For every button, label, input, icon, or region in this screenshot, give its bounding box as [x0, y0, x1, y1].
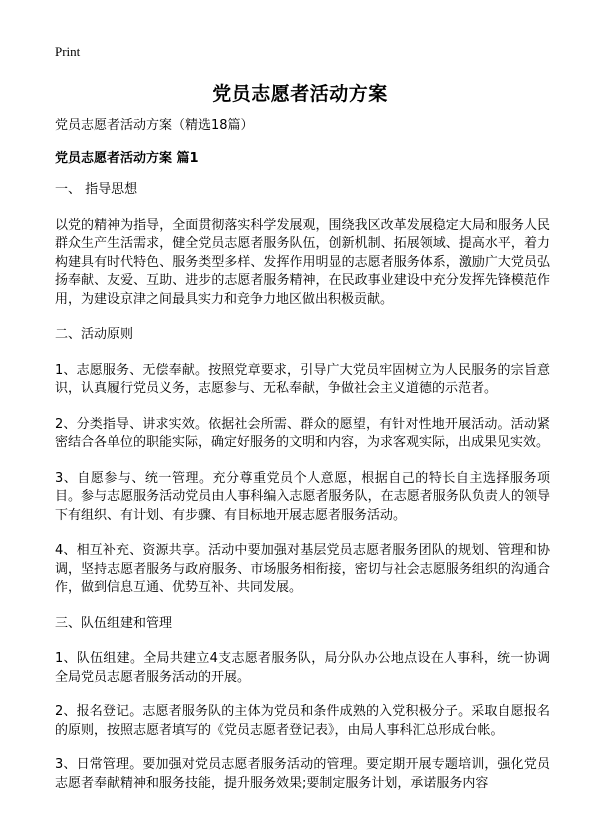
paragraph-team-3: 3、日常管理。要加强对党员志愿者服务活动的管理。要定期开展专题培训，强化党员志愿者奉献精神和服务技能，提升服务效果;要制定服务计划，承诺服务内容 [55, 757, 550, 791]
paragraph-principle-3: 3、自愿参与、统一管理。充分尊重党员个人意愿，根据自己的特长自主选择服务项目。参与志愿服务活动党员由人事科编入志愿者服务队，在志愿者服务队负责人的领导下有组织、有计划、有步骤、有目标地开展志愿者服务活动。 [55, 470, 550, 523]
section-heading-team-building: 三、队伍组建和管理 [55, 615, 173, 631]
section-heading-principles: 二、活动原则 [55, 327, 134, 342]
document-body [55, 117, 550, 809]
article-heading: 党员志愿者活动方案 篇1 [55, 150, 199, 166]
paragraph-guiding-ideology: 以党的精神为指导，全面贯彻落实科学发展观，围绕我区改革发展稳定大局和服务人民群众生产生活需求，健全党员志愿者服务队伍，创新机制、拓展领域、提高水平，着力构建具有时代特色、服务类型多样、发挥作用明显的志愿者服务体系，激励广大党员弘扬奉献、友爱、互助、进步的志愿者服务精神，在民政事业建设中充分发挥先锋模范作用，为建设京津之间最具实力和竞争力地区做出积极贡献。 [55, 217, 550, 307]
paragraph-principle-2: 2、分类指导、讲求实效。依据社会所需、群众的愿望，有针对性地开展活动。活动紧密结合各单位的职能实际，确定好服务的文明和内容，为求客观实际，出成果见实效。 [55, 416, 550, 450]
section-heading-guiding-ideology: 一、 指导思想 [55, 182, 138, 197]
document-title: 党员志愿者活动方案 [212, 83, 388, 105]
print-link[interactable]: Print [55, 44, 81, 59]
paragraph-principle-1: 1、志愿服务、无偿奉献。按照党章要求，引导广大党员牢固树立为人民服务的宗旨意识，认真履行党员义务，志愿参与、无私奉献，争做社会主义道德的示范者。 [55, 362, 550, 396]
document-subtitle: 党员志愿者活动方案（精选18篇） [55, 118, 254, 133]
paragraph-principle-4: 4、相互补充、资源共享。活动中要加强对基层党员志愿者服务团队的规划、管理和协调，坚持志愿者服务与政府服务、市场服务相衔接，密切与社会志愿服务组织的沟通合作，做到信息互通、优势互补、共同发展。 [55, 543, 550, 595]
paragraph-team-2: 2、报名登记。志愿者服务队的主体为党员和条件成熟的入党积极分子。采取自愿报名的原则，按照志愿者填写的《党员志愿者登记表》，由局人事科汇总形成台帐。 [55, 704, 550, 738]
paragraph-team-1: 1、队伍组建。全局共建立4支志愿者服务队，局分队办公地点设在人事科，统一协调全局党员志愿者服务活动的开展。 [55, 651, 550, 685]
